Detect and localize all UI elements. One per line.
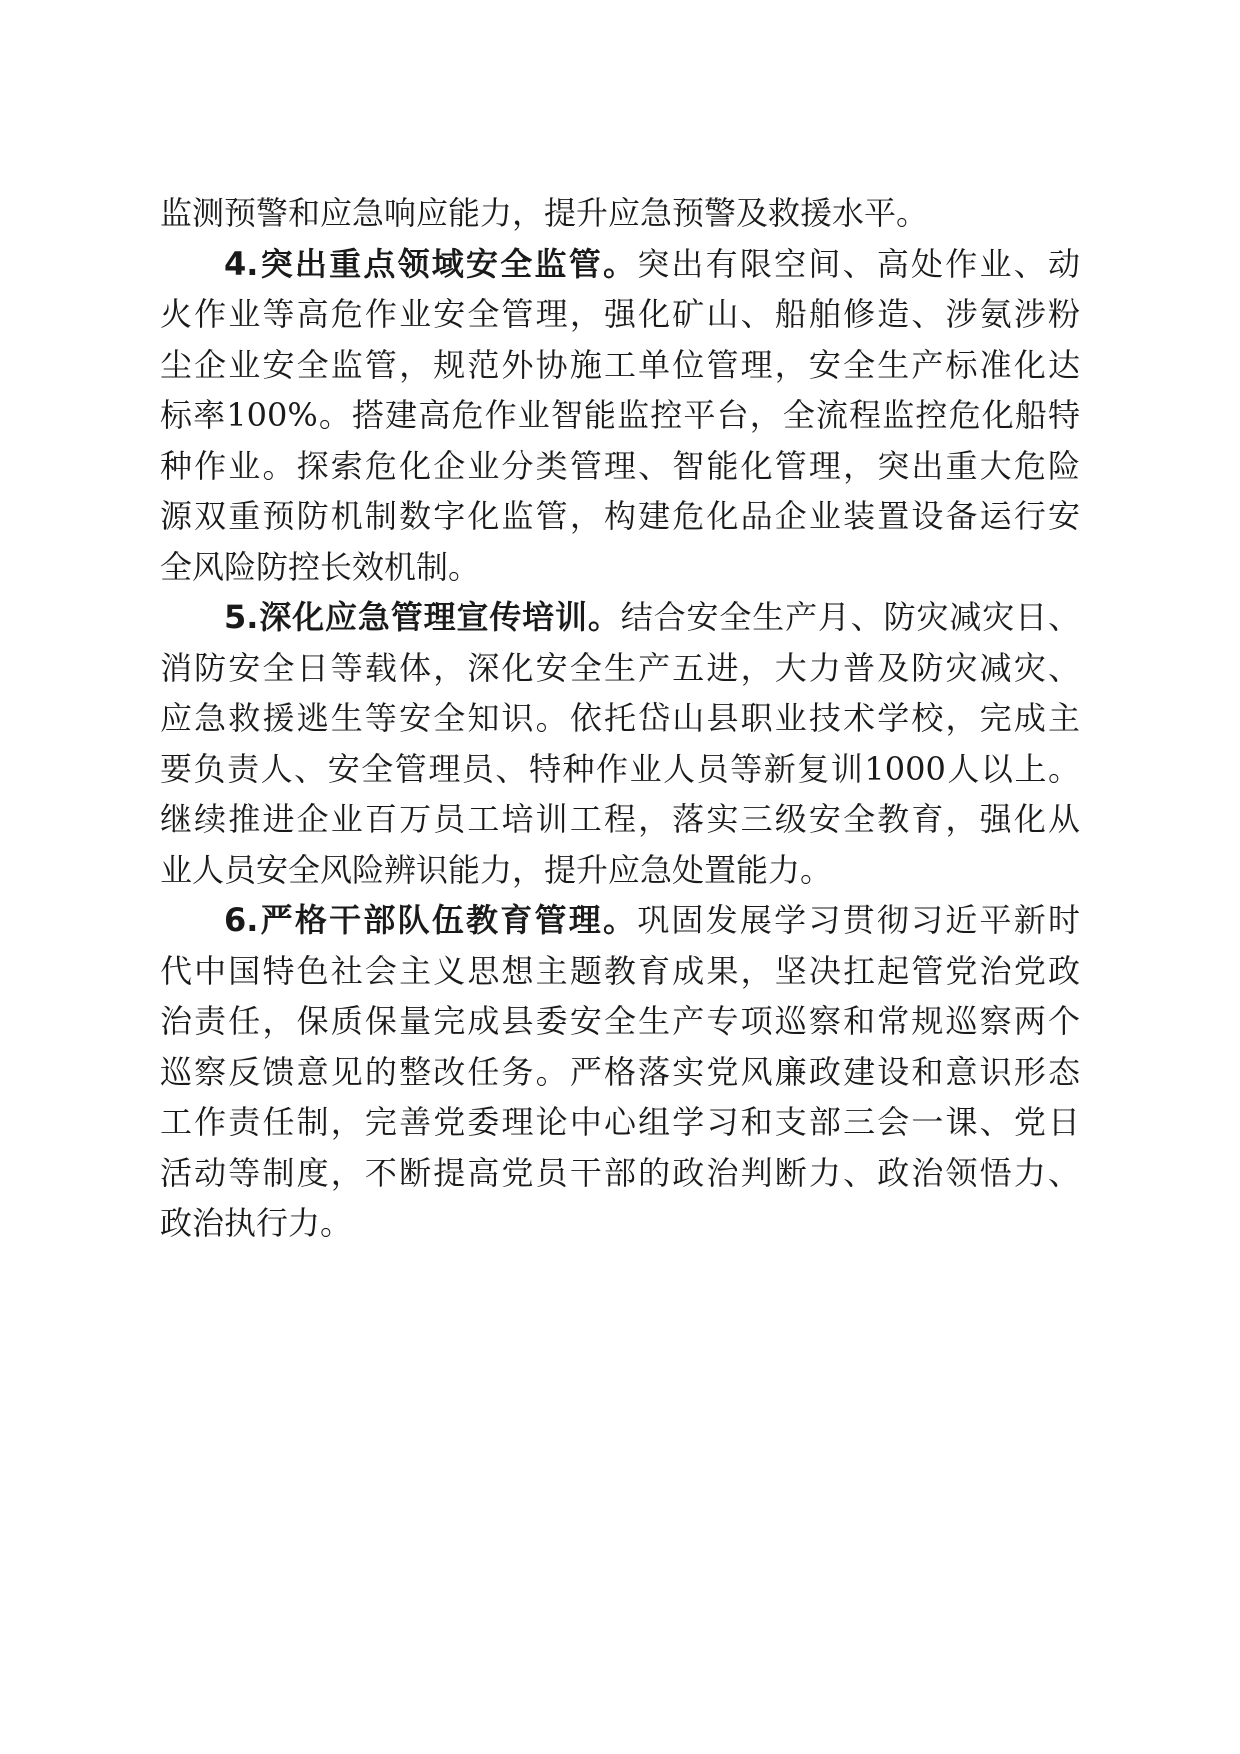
paragraph-line: 代中国特色社会主义思想主题教育成果，坚决扛起管党治党政 xyxy=(160,951,1080,990)
paragraph-line: 巡察反馈意见的整改任务。严格落实党风廉政建设和意识形态 xyxy=(160,1052,1080,1091)
paragraph-line xyxy=(160,895,1080,946)
section-heading-6: 6.严格干部队伍教育管理。 xyxy=(224,901,638,939)
paragraph-line: 监测预警和应急响应能力，提升应急预警及救援水平。 xyxy=(160,194,929,232)
paragraph-intro xyxy=(160,188,1080,239)
paragraph-line: 治责任，保质保量完成县委安全生产专项巡察和常规巡察两个 xyxy=(160,1002,1080,1040)
paragraph-line: 源双重预防机制数字化监管，构建危化品企业装置设备运行安 xyxy=(160,497,1080,535)
paragraph-line xyxy=(160,592,1080,643)
paragraph-line: 种作业。探索危化企业分类管理、智能化管理，突出重大危险 xyxy=(160,446,1080,485)
paragraph-text: 突出有限空间、高处作业、动 xyxy=(637,244,1080,283)
paragraph-line: 应急救援逃生等安全知识。依托岱山县职业技术学校，完成主 xyxy=(160,699,1080,737)
paragraph-line: 尘企业安全监管，规范外协施工单位管理，安全生产标准化达 xyxy=(160,345,1080,384)
paragraph-line: 标率100%。搭建高危作业智能监控平台，全流程监控危化船特 xyxy=(160,396,1080,434)
paragraph-line: 工作责任制，完善党委理论中心组学习和支部三会一课、党日 xyxy=(160,1103,1080,1141)
paragraph-line: 政治执行力。 xyxy=(160,1204,353,1242)
section-heading-4: 4.突出重点领域安全监管。 xyxy=(224,244,638,283)
paragraph-text: 结合安全生产月、防灾减灾日、 xyxy=(620,598,1080,636)
paragraph-line: 火作业等高危作业安全管理，强化矿山、船舶修造、涉氨涉粉 xyxy=(160,295,1080,333)
paragraph-5 xyxy=(160,592,1080,895)
paragraph-line: 活动等制度，不断提高党员干部的政治判断力、政治领悟力、 xyxy=(160,1153,1080,1192)
paragraph-line: 继续推进企业百万员工培训工程，落实三级安全教育，强化从 xyxy=(160,800,1080,838)
paragraph-line: 消防安全日等载体，深化安全生产五进，大力普及防灾减灾、 xyxy=(160,648,1080,687)
paragraph-line: 要负责人、安全管理员、特种作业人员等新复训1000人以上。 xyxy=(160,749,1080,788)
section-heading-5: 5.深化应急管理宣传培训。 xyxy=(224,598,621,636)
paragraph-text: 巩固发展学习贯彻习近平新时 xyxy=(637,901,1080,939)
paragraph-line: 业人员安全风险辨识能力，提升应急处置能力。 xyxy=(160,850,833,889)
document-page xyxy=(160,188,1080,1249)
paragraph-line: 全风险防控长效机制。 xyxy=(160,547,481,586)
paragraph-4 xyxy=(160,239,1080,593)
paragraph-6 xyxy=(160,895,1080,1249)
paragraph-line xyxy=(160,239,1080,290)
